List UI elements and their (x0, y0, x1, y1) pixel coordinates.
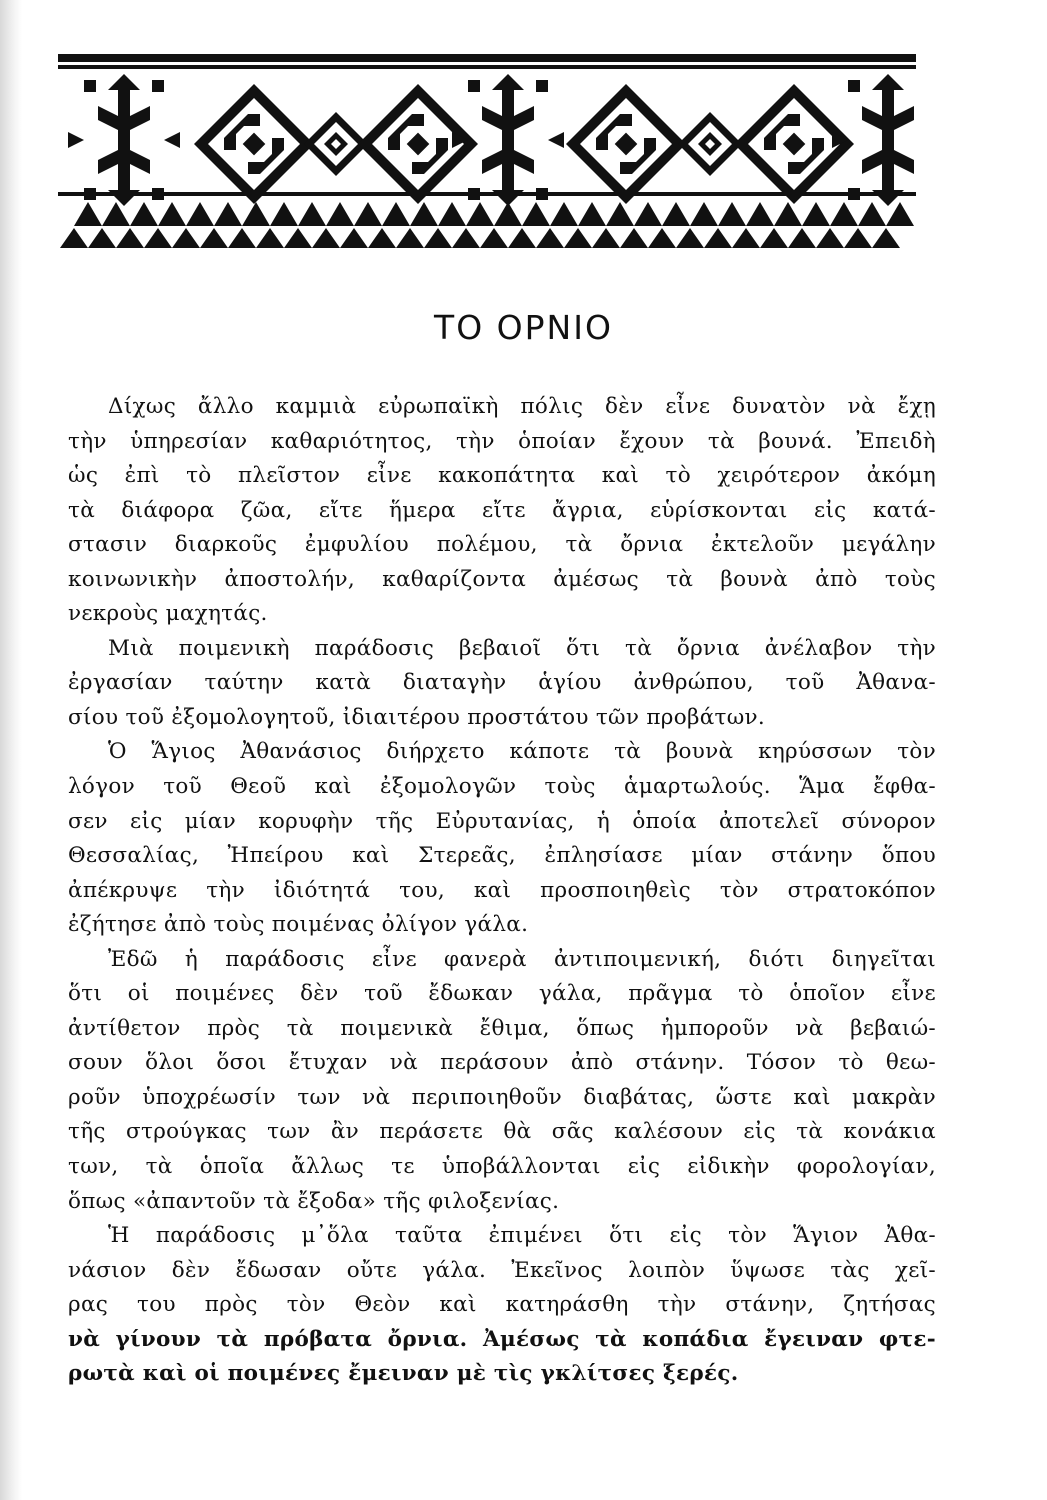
text-line: ἐργασίαν ταύτην κατὰ διαταγὴν ἁγίου ἀνθρώπου, τοῦ Ἀθανα- (68, 670, 936, 696)
text-line: ἀντίθετον πρὸς τὰ ποιμενικὰ ἔθιμα, ὅπως ἠμποροῦν νὰ βεβαιώ- (68, 1015, 936, 1041)
text-line: λόγον τοῦ Θεοῦ καὶ ἐξομολογῶν τοὺς ἁμαρτωλούς. Ἅμα ἔφθα- (68, 774, 936, 800)
decorative-header-ornament (58, 52, 916, 248)
text-line: ροῦν ὑποχρέωσίν των νὰ περιποιηθοῦν διαβάτας, ὥστε καὶ μακρὰν (68, 1084, 936, 1110)
text-line: Θεσσαλίας, Ἠπείρου καὶ Στερεᾶς, ἐπλησίασε μίαν στάνην ὅπου (68, 843, 936, 869)
page-title: ΤΟ ΟΡΝΙΟ (434, 308, 613, 347)
text-line: τῆς στρούγκας των ἂν περάσετε θὰ σᾶς καλέσουν εἰς τὰ κονάκια (68, 1119, 936, 1145)
text-line: νεκροὺς μαχητάς. (68, 601, 268, 627)
text-line: κοινωνικὴν ἀποστολήν, καθαρίζοντα ἀμέσως τὰ βουνὰ ἀπὸ τοὺς (68, 566, 936, 592)
text-line: ὅπως «ἀπαντοῦν τὰ ἔξοδα» τῆς φιλοξενίας. (68, 1188, 560, 1214)
text-line: νὰ γίνουν τὰ πρόβατα ὄρνια. Ἀμέσως τὰ κοπάδια ἔγειναν φτε- (68, 1326, 936, 1352)
text-line: Δίχως ἄλλο καμμιὰ εὐρωπαϊκὴ πόλις δὲν εἶνε δυνατὸν νὰ ἔχῃ (108, 394, 936, 419)
text-line: Ἐδῶ ἡ παράδοσις εἶνε φανερὰ ἀντιποιμενική, διότι διηγεῖται (108, 946, 936, 972)
text-line: ἐζήτησε ἀπὸ τοὺς ποιμένας ὀλίγον γάλα. (68, 912, 529, 938)
text-line: σουν ὅλοι ὅσοι ἔτυχαν νὰ περάσουν ἀπὸ στάνην. Τόσον τὸ θεω- (68, 1050, 936, 1076)
text-line: Ὁ Ἅγιος Ἀθανάσιος διήρχετο κάποτε τὰ βουνὰ κηρύσσων τὸν (108, 739, 936, 765)
text-line: ὅτι οἱ ποιμένες δὲν τοῦ ἔδωκαν γάλα, πρᾶγμα τὸ ὁποῖον εἶνε (68, 981, 936, 1007)
page-edge-shadow (0, 0, 22, 1500)
article-body (68, 390, 936, 1392)
text-line: Μιὰ ποιμενικὴ παράδοσις βεβαιοῖ ὅτι τὰ ὄρνια ἀνέλαβον τὴν (108, 635, 936, 661)
text-line: Ἡ παράδοσις μ᾽ὅλα ταῦτα ἐπιμένει ὅτι εἰς τὸν Ἅγιον Ἀθα- (108, 1223, 936, 1249)
text-line: τὴν ὑπηρεσίαν καθαριότητος, τὴν ὁποίαν ἔχουν τὰ βουνά. Ἐπειδὴ (68, 428, 936, 454)
text-line: σεν εἰς μίαν κορυφὴν τῆς Εὐρυτανίας, ἡ ὁποία ἀποτελεῖ σύνορον (68, 808, 936, 834)
text-line: ἀπέκρυψε τὴν ἰδιότητά του, καὶ προσποιηθεὶς τὸν στρατοκόπον (68, 877, 936, 903)
text-line: ρωτὰ καὶ οἱ ποιμένες ἔμειναν μὲ τὶς γκλίτσες ξερές. (68, 1361, 739, 1387)
text-line: στασιν διαρκοῦς ἐμφυλίου πολέμου, τὰ ὄρνια ἐκτελοῦν μεγάλην (68, 532, 936, 558)
text-line: ρας του πρὸς τὸν Θεὸν καὶ κατηράσθη τὴν στάνην, ζητήσας (68, 1292, 936, 1318)
text-line: των, τὰ ὁποῖα ἄλλως τε ὑποβάλλονται εἰς εἰδικὴν φορολογίαν, (68, 1154, 936, 1180)
text-line: νάσιον δὲν ἔδωσαν οὔτε γάλα. Ἐκεῖνος λοιπὸν ὕψωσε τὰς χεῖ- (68, 1257, 936, 1283)
text-line: ὡς ἐπὶ τὸ πλεῖστον εἶνε κακοπάτητα καὶ τὸ χειρότερον ἀκόμη (68, 463, 936, 489)
text-line: τὰ διάφορα ζῶα, εἴτε ἥμερα εἴτε ἄγρια, εὑρίσκονται εἰς κατά- (68, 497, 936, 523)
text-line: σίου τοῦ ἐξομολογητοῦ, ἰδιαιτέρου προστάτου τῶν προβάτων. (68, 704, 766, 730)
